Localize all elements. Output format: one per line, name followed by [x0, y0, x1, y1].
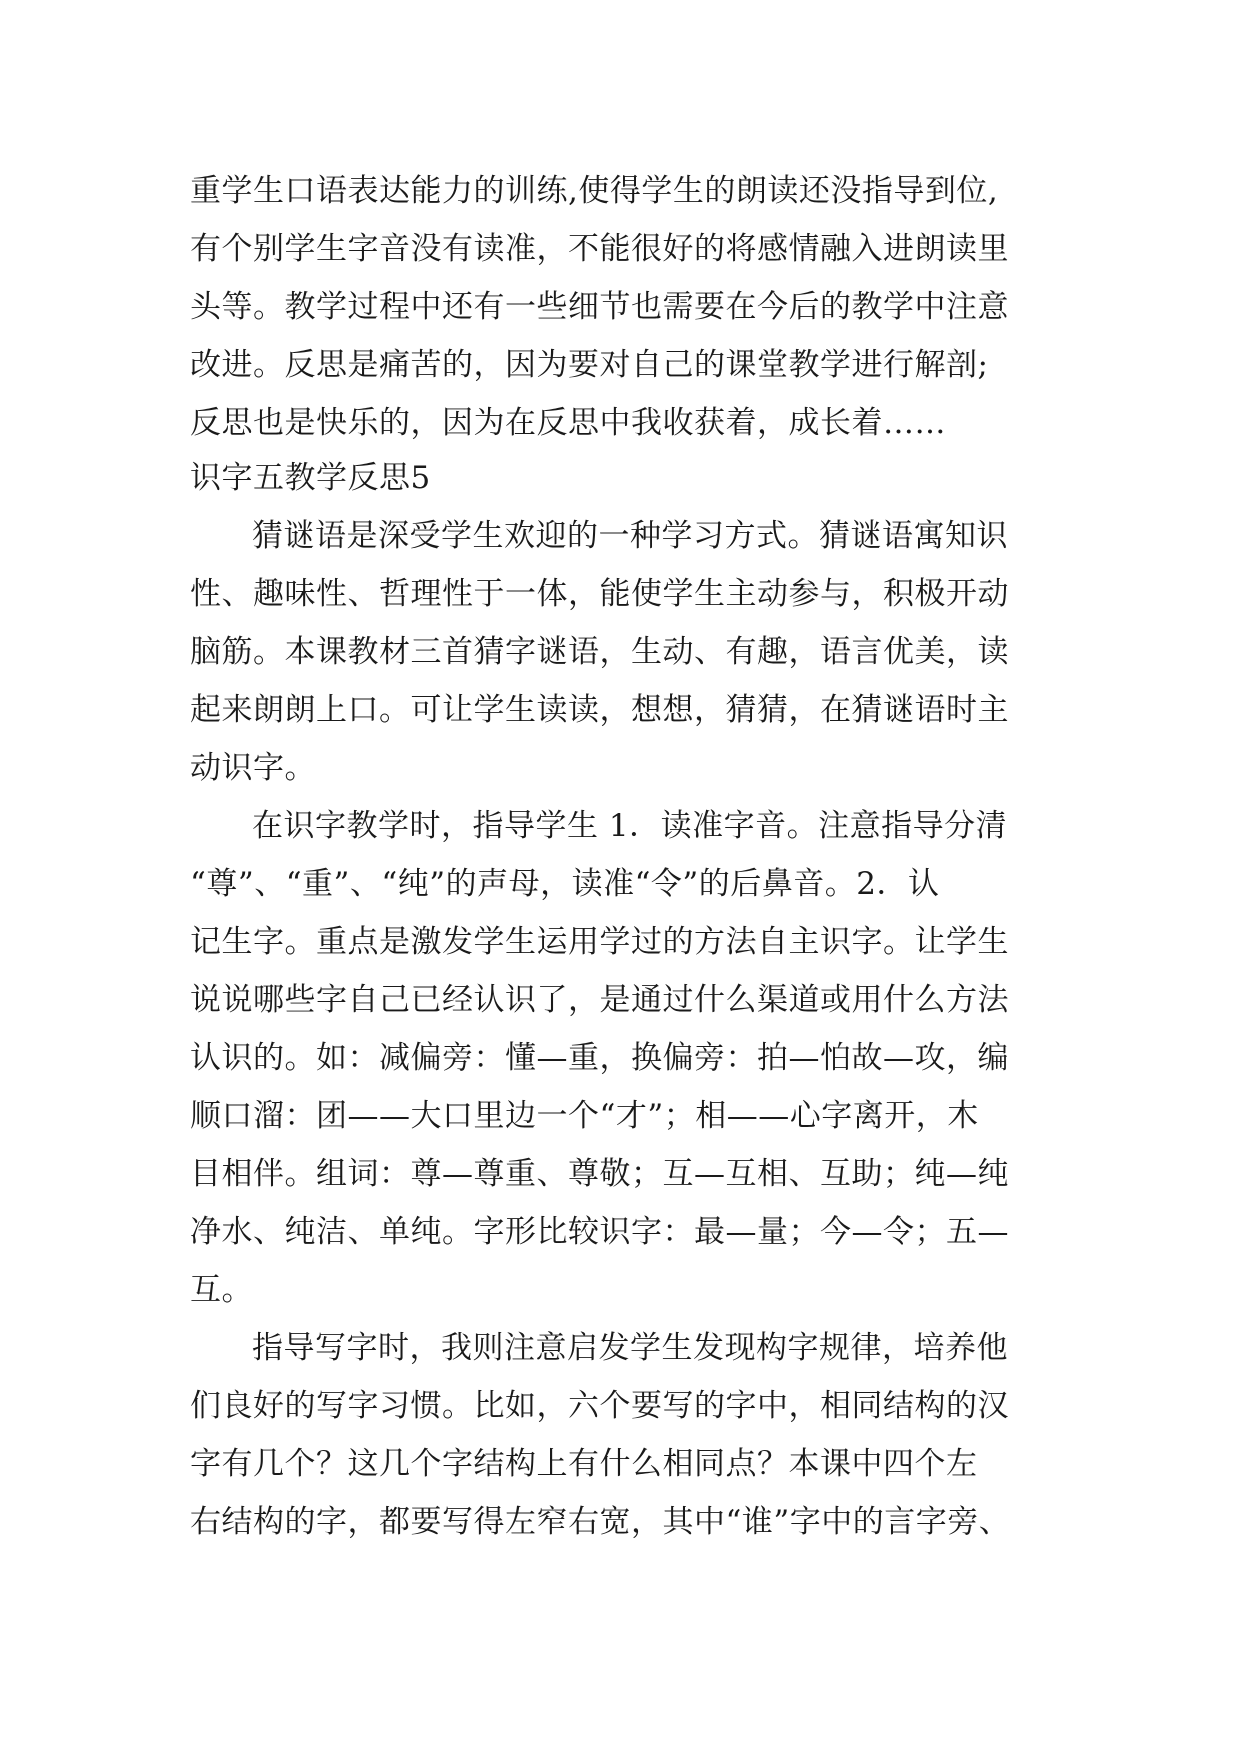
section-heading: 识字五教学反思5 [190, 460, 431, 496]
text-line: 说说哪些字自己已经认识了，是通过什么渠道或用什么方法 [190, 982, 1009, 1018]
text-line: 们良好的写字习惯。比如，六个要写的字中，相同结构的汉 [190, 1388, 1009, 1424]
paragraph-first-line: 在识字教学时，指导学生 1．读准字音。注意指导分清 [252, 808, 1008, 844]
text-line: 重学生口语表达能力的训练,使得学生的朗读还没指导到位, [190, 173, 999, 209]
text-line: 右结构的字，都要写得左窄右宽，其中“谁”字中的言字旁、 [190, 1504, 1011, 1540]
text-line: 头等。教学过程中还有一些细节也需要在今后的教学中注意 [190, 289, 1009, 325]
text-line: 脑筋。本课教材三首猜字谜语，生动、有趣，语言优美，读 [190, 634, 1009, 670]
text-line: 字有几个？这几个字结构上有什么相同点？本课中四个左 [190, 1446, 978, 1482]
text-line: 有个别学生字音没有读准，不能很好的将感情融入进朗读里 [190, 231, 1009, 267]
text-line: 动识字。 [190, 750, 316, 786]
text-line: “尊”、“重”、“纯”的声母，读准“令”的后鼻音。2．认 [190, 866, 940, 902]
text-line: 互。 [190, 1272, 253, 1308]
paragraph-first-line: 猜谜语是深受学生欢迎的一种学习方式。猜谜语寓知识 [252, 518, 1008, 554]
text-line: 反思也是快乐的，因为在反思中我收获着，成长着…… [190, 405, 946, 441]
text-line: 目相伴。组词：尊—尊重、尊敬；互—互相、互助；纯—纯 [190, 1156, 1009, 1192]
text-line: 改进。反思是痛苦的，因为要对自己的课堂教学进行解剖; [190, 347, 989, 383]
text-line: 净水、纯洁、单纯。字形比较识字：最—量；今—令；五— [190, 1214, 1009, 1250]
text-line: 认识的。如：减偏旁：懂—重，换偏旁：拍—怕故—攻，编 [190, 1040, 1009, 1076]
text-line: 顺口溜：团——大口里边一个“才”；相——心字离开，木 [190, 1098, 979, 1134]
text-line: 性、趣味性、哲理性于一体，能使学生主动参与，积极开动 [190, 576, 1009, 612]
text-line: 起来朗朗上口。可让学生读读，想想，猜猜，在猜谜语时主 [190, 692, 1009, 728]
text-line: 记生字。重点是激发学生运用学过的方法自主识字。让学生 [190, 924, 1009, 960]
paragraph-first-line: 指导写字时，我则注意启发学生发现构字规律，培养他 [252, 1330, 1008, 1366]
